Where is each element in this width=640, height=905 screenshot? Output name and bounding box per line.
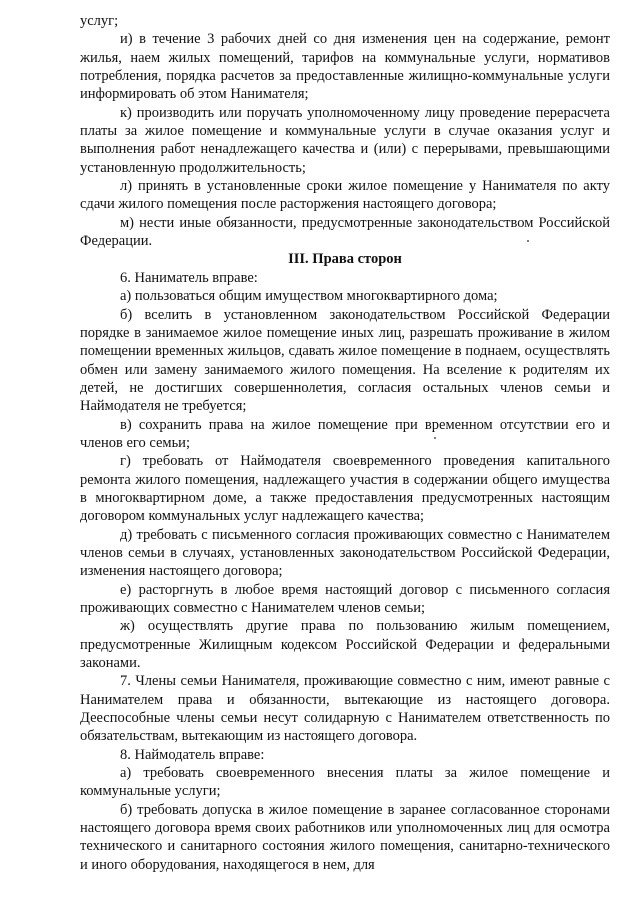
item-8-a: а) требовать своевременного внесения платы за жилое помещение и коммунальные услуги; (80, 765, 610, 800)
scan-speck (434, 437, 436, 439)
item-6-e: е) расторгнуть в любое время настоящий договор с письменного согласия проживающих совместно с Нанимателем членов семьи; (80, 581, 610, 616)
document-body (80, 12, 610, 874)
item-6-a: а) пользоваться общим имуществом многоквартирного дома; (120, 288, 498, 305)
section-title: III. Права сторон (288, 251, 402, 268)
scan-speck (527, 240, 529, 242)
item-6-v: в) сохранить права на жилое помещение при временном отсутствии его и членов его семьи; (80, 416, 610, 451)
item-7: 7. Члены семьи Нанимателя, проживающие совместно с ним, имеют равные с Нанимателем права и обязанности, вытекающие из настоящего договора. Дееспособные члены семьи несут солидарную с Нанимателем ответственность по обязательствам, вытекающим из настоящего договора. (80, 673, 610, 745)
item-8: 8. Наймодатель вправе: (120, 746, 265, 763)
clause-k: к) производить или поручать уполномоченному лицу проведение перерасчета платы за жилое помещение и коммунальные услуги в случае оказания услуг и выполнения работ ненадлежащего качества и (или) с перерывами, превышающими установленную продолжительность; (80, 104, 610, 176)
item-6: 6. Наниматель вправе: (120, 269, 258, 286)
clause-l: л) принять в установленные сроки жилое помещение у Нанимателя по акту сдачи жилого помещения после расторжения настоящего договора; (80, 178, 610, 213)
item-6-d: д) требовать с письменного согласия проживающих совместно с Нанимателем членов семьи в случаях, установленных законодательством Российской Федерации, изменения настоящего договора; (80, 526, 610, 580)
item-8-b: б) требовать допуска в жилое помещение в заранее согласованное сторонами настоящего договора время своих работников или уполномоченных лиц для осмотра технического и санитарного состояния жилого помещения, санитарно-технического и иного оборудования, находящегося в нем, для (80, 801, 610, 873)
continuation-text: услуг; (80, 13, 119, 29)
item-6-g: г) требовать от Наймодателя своевременного проведения капитального ремонта жилого помещения, надлежащего участия в содержании общего имущества в многоквартирном доме, а также предоставления предусмотренных настоящим договором коммунальных услуг надлежащего качества; (80, 453, 610, 525)
item-6-zh: ж) осуществлять другие права по пользованию жилым помещением, предусмотренные Жилищным кодексом Российской Федерации и федеральными законами. (80, 618, 610, 672)
clause-m: м) нести иные обязанности, предусмотренные законодательством Российской Федерации. (80, 214, 610, 250)
item-6-b: б) вселить в установленном законодательством Российской Федерации порядке в занимаемое жилое помещение иных лиц, разрешать проживание в жилом помещении временных жильцов, сдавать жилое помещение в поднаем, осуществлять обмен или замену занимаемого жилого помещения. На вселение к родителям их детей, не достигших совершеннолетия, согласия остальных членов семьи и Наймодателя не требуется; (80, 306, 610, 415)
clause-i: и) в течение 3 рабочих дней со дня изменения цен на содержание, ремонт жилья, наем жилых помещений, тарифов на коммунальные услуги, нормативов потребления, порядка расчетов за предоставленные жилищно-коммунальные услуги информировать об этом Нанимателя; (80, 31, 610, 103)
